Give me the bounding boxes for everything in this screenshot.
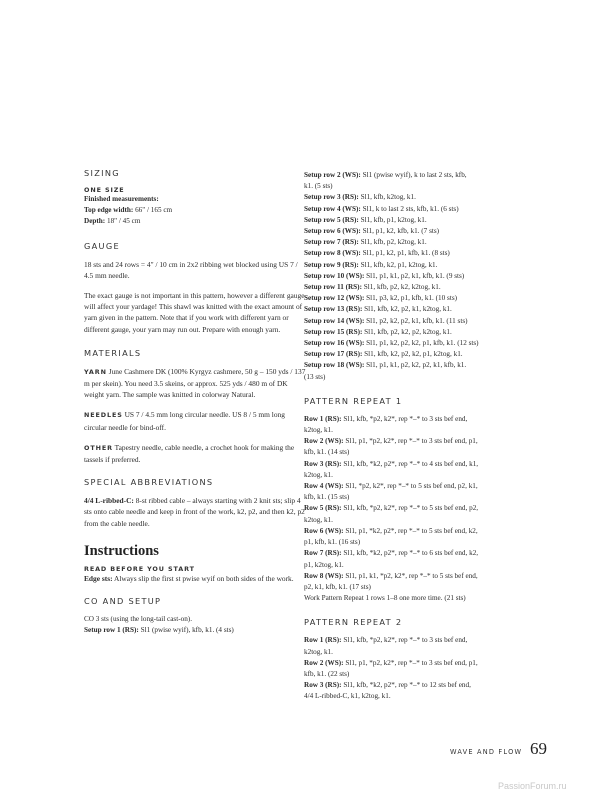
top-edge-value: 66" / 165 cm (133, 206, 173, 215)
repeat1-row (304, 436, 529, 447)
setup-row-text: Sl1, kfb, p2, k2, p2, k2tog, k1. (362, 327, 452, 336)
repeat2-row (304, 669, 529, 680)
setup-row (304, 372, 529, 383)
repeat2-row-text: Sl1, p1, *p2, k2*, rep *–* to 3 sts bef end, p1, (343, 658, 478, 667)
depth (84, 216, 306, 227)
edge-sts (84, 573, 306, 584)
setup-row (304, 338, 529, 349)
other-label: OTHER (84, 443, 113, 452)
repeat1-heading: PATTERN REPEAT 1 (304, 395, 403, 406)
yarn-text: June Cashmere DK (100% Kyrgyz cashmere, 50 g – 150 yds / 137 m per skein). You need 3.5 skeins, or approx. 525 yds / 480 m of DK weight yarn. The sample was knitted in colorway Natural. (84, 366, 306, 400)
setup-row (304, 181, 529, 192)
setup-row-1-label: Setup row 1 (RS): (84, 626, 139, 635)
abbreviation-entry (84, 495, 306, 529)
setup-row (304, 316, 529, 327)
repeat1-row-label: Row 3 (RS): (304, 459, 342, 468)
setup-row-1-text: Sl1 (pwise wyif), kfb, k1. (4 sts) (138, 626, 234, 635)
setup-row (304, 226, 529, 237)
setup-row-text: Sl1, kfb, p2, k2, k2tog, k1. (361, 283, 441, 292)
right-column (304, 170, 529, 703)
setup-row-text: Sl1, p1, k1, p2, k2, p2, k1, kfb, k1. (364, 361, 467, 370)
instructions-title: Instructions (84, 542, 159, 559)
repeat1-row (304, 560, 529, 571)
needles-label: NEEDLES (84, 411, 123, 420)
repeat1-row-text: kfb, k1. (15 sts) (304, 493, 350, 502)
repeat1-row-text: Sl1, p1, k1, *p2, k2*, rep *–* to 5 sts bef end, (343, 571, 478, 580)
setup-row-text: k1. (5 sts) (304, 182, 333, 191)
edge-sts-label: Edge sts: (84, 573, 113, 583)
depth-label: Depth: (84, 217, 106, 226)
setup-row-text: Sl1, kfb, p1, k2tog, k1. (358, 215, 427, 224)
setup-row-1 (84, 625, 306, 636)
setup-row (304, 248, 529, 259)
top-edge-width (84, 205, 306, 216)
repeat1-rows-list (304, 414, 529, 593)
setup-row-label: Setup row 15 (RS): (304, 327, 363, 336)
setup-row (304, 260, 529, 271)
repeat1-row-label: Row 6 (WS): (304, 526, 344, 535)
repeat2-rows-list (304, 635, 529, 702)
setup-row-label: Setup row 13 (RS): (304, 305, 363, 314)
repeat1-row-text: p1, kfb, k1. (16 sts) (304, 538, 361, 547)
repeat2-row (304, 635, 529, 646)
gauge-paragraph-1: 18 sts and 24 rows = 4" / 10 cm in 2x2 ribbing wet blocked using US 7 / 4.5 mm needle. (84, 259, 298, 280)
setup-row-label: Setup row 2 (WS): (304, 171, 361, 179)
repeat1-row-label: Row 1 (RS): (304, 414, 342, 423)
setup-row-label: Setup row 18 (WS): (304, 361, 365, 370)
setup-row (304, 271, 529, 282)
setup-row (304, 237, 529, 248)
top-edge-label: Top edge width: (84, 206, 134, 215)
materials-yarn (84, 366, 306, 401)
other-text: Tapestry needle, cable needle, a crochet hook for making the tassels if preferred. (84, 442, 295, 465)
setup-row-text: Sl1, p1, k2, p2, k2, p1, kfb, k1. (12 sts) (364, 339, 479, 348)
co-text: CO 3 sts (using the long-tail cast-on). (84, 615, 192, 624)
repeat2-row (304, 647, 529, 658)
footer-book-title: WAVE AND FLOW (450, 748, 523, 756)
repeat1-row (304, 459, 529, 470)
setup-row (304, 293, 529, 304)
one-size-label: ONE SIZE (84, 186, 125, 194)
repeat1-row-text: Sl1, kfb, *k2, p2*, rep *–* to 4 sts bef end, k1, (341, 459, 479, 468)
setup-row-label: Setup row 6 (WS): (304, 227, 361, 236)
repeat1-row-text: p2, k1, kfb, k1. (17 sts) (304, 582, 371, 591)
materials-other (84, 442, 306, 465)
repeat1-row-text: k2tog, k1. (304, 426, 333, 435)
repeat1-row-text: Sl1, p1, *k2, p2*, rep *–* to 5 sts bef end, k2, (343, 526, 478, 535)
repeat1-row-text: p1, k2tog, k1. (304, 560, 344, 569)
repeat1-row-text: Sl1, kfb, *p2, k2*, rep *–* to 5 sts bef end, p2, (341, 504, 479, 513)
setup-row-label: Setup row 5 (RS): (304, 215, 359, 224)
setup-row-label: Setup row 3 (RS): (304, 193, 359, 202)
repeat1-row (304, 571, 529, 582)
repeat1-row-text: Sl1, p1, *p2, k2*, rep *–* to 3 sts bef end, p1, (343, 437, 478, 446)
repeat1-row-label: Row 4 (WS): (304, 482, 344, 491)
left-column (84, 168, 306, 636)
repeat2-row (304, 680, 529, 691)
abbreviations-heading: SPECIAL ABBREVIATIONS (84, 477, 214, 488)
repeat2-row-label: Row 2 (WS): (304, 658, 344, 667)
edge-sts-text: Always slip the first st pwise wyif on both sides of the work. (112, 573, 294, 583)
repeat2-row-label: Row 3 (RS): (304, 681, 342, 690)
setup-row-text: Sl1, p3, k2, p1, kfb, k1. (10 sts) (364, 294, 458, 303)
repeat2-row (304, 658, 529, 669)
read-before-label: READ BEFORE YOU START (84, 564, 195, 573)
co-setup-heading: CO AND SETUP (84, 596, 162, 607)
materials-needles (84, 409, 306, 432)
repeat1-row (304, 503, 529, 514)
repeat1-row (304, 425, 529, 436)
repeat1-row-label: Row 2 (WS): (304, 437, 344, 446)
page-number: 69 (530, 739, 547, 758)
setup-row-label: Setup row 14 (WS): (304, 316, 365, 325)
setup-row-text: (13 sts) (304, 372, 326, 381)
setup-row-text: Sl1, kfb, k2tog, k1. (358, 193, 416, 202)
setup-row (304, 304, 529, 315)
setup-row-label: Setup row 8 (WS): (304, 249, 361, 258)
setup-row (304, 282, 529, 293)
repeat2-heading: PATTERN REPEAT 2 (304, 617, 403, 628)
repeat1-row (304, 548, 529, 559)
repeat1-row (304, 526, 529, 537)
abbreviation-term: 4/4 L-ribbed-C: (84, 496, 134, 506)
setup-rows-list (304, 170, 529, 383)
setup-row-label: Setup row 7 (RS): (304, 238, 359, 247)
setup-row-text: Sl1, kfb, k2, p2, k2, p1, k2tog, k1. (362, 350, 463, 359)
repeat2-row (304, 691, 529, 702)
repeat2-row-text: Sl1, kfb, *k2, p2*, rep *–* to 12 sts bef end, (341, 681, 471, 690)
repeat1-row (304, 582, 529, 593)
setup-row (304, 192, 529, 203)
repeat1-row-label: Row 5 (RS): (304, 504, 342, 513)
repeat1-row-label: Row 8 (WS): (304, 571, 344, 580)
repeat1-note: Work Pattern Repeat 1 rows 1–8 one more time. (21 sts) (304, 594, 466, 603)
repeat2-row-label: Row 1 (RS): (304, 636, 342, 645)
repeat1-row-text: Sl1, kfb, *k2, p2*, rep *–* to 6 sts bef end, k2, (341, 549, 479, 558)
repeat1-row-text: k2tog, k1. (304, 515, 333, 524)
setup-row-text: Sl1, p2, k2, p2, k1, kfb, k1. (11 sts) (364, 316, 468, 325)
repeat2-row-text: kfb, k1. (22 sts) (304, 669, 350, 678)
setup-row (304, 204, 529, 215)
setup-row-text: Sl1 (pwise wyif), k to last 2 sts, kfb, (360, 171, 467, 179)
repeat1-row (304, 515, 529, 526)
repeat1-row-text: Sl1, *p2, k2*, rep *–* to 5 sts bef end, p2, k1, (343, 482, 478, 491)
setup-row-text: Sl1, kfb, p2, k2tog, k1. (358, 238, 427, 247)
repeat1-row-label: Row 7 (RS): (304, 549, 342, 558)
setup-row-label: Setup row 11 (RS): (304, 283, 362, 292)
repeat2-row-text: Sl1, kfb, *p2, k2*, rep *–* to 3 sts bef end, (341, 636, 468, 645)
setup-row (304, 327, 529, 338)
repeat1-row (304, 470, 529, 481)
finished-measurements: Finished measurements: (84, 195, 159, 203)
setup-row-label: Setup row 12 (WS): (304, 294, 365, 303)
setup-row-text: Sl1, p1, k1, p2, k1, kfb, k1. (9 sts) (364, 271, 465, 280)
depth-value: 18" / 45 cm (105, 217, 141, 226)
setup-row-label: Setup row 9 (RS): (304, 260, 359, 269)
gauge-heading: GAUGE (84, 240, 120, 251)
setup-row (304, 360, 529, 371)
repeat1-row (304, 492, 529, 503)
abbreviation-text: 8-st ribbed cable – always starting with 2 knit sts; slip 4 sts onto cable needle and keep in front of the work, k2, p2, and then k2, p2 from the cable needle. (84, 496, 305, 528)
yarn-label: YARN (84, 367, 107, 376)
setup-row-label: Setup row 16 (WS): (304, 339, 365, 348)
watermark: PassionForum.ru (498, 781, 567, 791)
setup-row-text: Sl1, p1, k2, kfb, k1. (7 sts) (360, 227, 440, 236)
materials-heading: MATERIALS (84, 347, 142, 358)
repeat2-row-text: k2tog, k1. (304, 647, 333, 656)
setup-row (304, 215, 529, 226)
setup-row-label: Setup row 4 (WS): (304, 204, 361, 213)
repeat1-row (304, 537, 529, 548)
repeat1-row (304, 447, 529, 458)
repeat1-row (304, 414, 529, 425)
setup-row-label: Setup row 10 (WS): (304, 271, 365, 280)
setup-row (304, 349, 529, 360)
repeat1-row-text: Sl1, kfb, *p2, k2*, rep *–* to 3 sts bef end, (341, 414, 468, 423)
setup-row (304, 170, 529, 181)
repeat1-row (304, 481, 529, 492)
setup-row-text: Sl1, kfb, k2, p1, k2tog, k1. (358, 260, 438, 269)
sizing-heading: SIZING (84, 168, 120, 178)
setup-row-label: Setup row 17 (RS): (304, 350, 363, 359)
gauge-paragraph-2: The exact gauge is not important in this pattern, however a different gauge will affect your yardage! This shawl was knitted with the exact amount of yarn given in the pattern. Note that if you work with different yarn or different gauge, your yarn may run out. Prepare with enough yarn. (84, 291, 305, 334)
needles-text: US 7 / 4.5 mm long circular needle. US 8 / 5 mm long circular needle for bind-off. (84, 410, 285, 432)
setup-row-text: Sl1, p1, k2, p1, kfb, k1. (8 sts) (360, 249, 450, 258)
repeat2-row-text: 4/4 L-ribbed-C, k1, k2tog, k1. (304, 692, 391, 701)
repeat1-row-text: kfb, k1. (14 sts) (304, 448, 350, 457)
repeat1-row-text: k2tog, k1. (304, 470, 333, 479)
setup-row-text: Sl1, k to last 2 sts, kfb, k1. (6 sts) (360, 204, 459, 213)
setup-row-text: Sl1, kfb, k2, p2, k1, k2tog, k1. (362, 305, 452, 314)
